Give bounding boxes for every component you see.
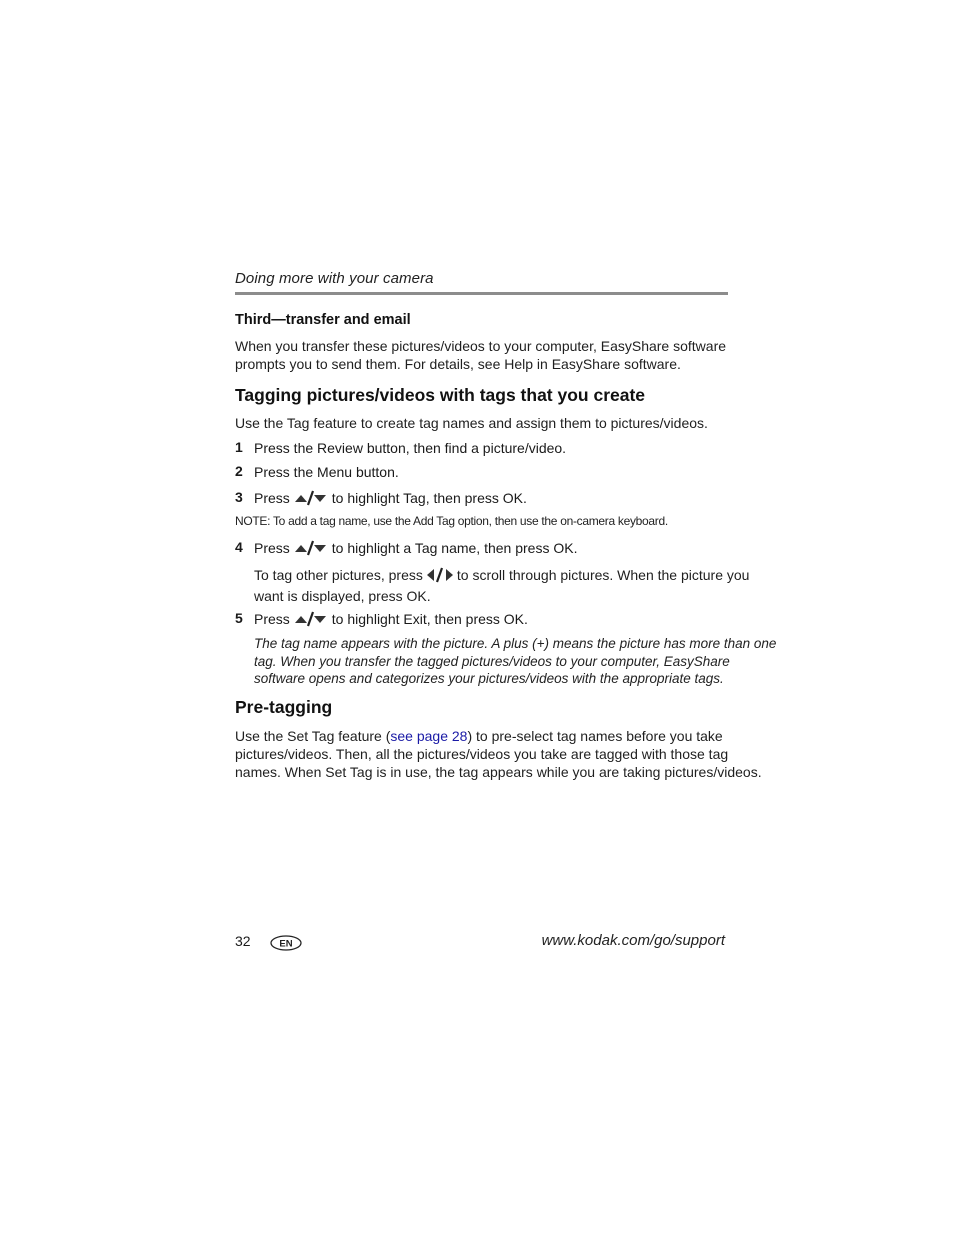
paragraph-line: pictures/videos. Then, all the pictures/videos you take are tagged with those tag	[235, 746, 729, 762]
step-number: 3	[235, 489, 243, 505]
step-text	[254, 489, 527, 510]
detail-text-after: to scroll through pictures. When the picture you	[456, 567, 750, 583]
result-line: tag. When you transfer the tagged pictures/videos to your computer, EasyShare	[254, 653, 730, 669]
step-text-after: to highlight a Tag name, then press OK.	[331, 540, 578, 556]
step-text-after: to highlight Tag, then press OK.	[331, 490, 527, 506]
paragraph-line: When you transfer these pictures/videos to your computer, EasyShare software	[235, 338, 727, 354]
step-text-before: Press	[254, 540, 290, 556]
paragraph-pretagging	[235, 727, 762, 781]
paragraph-line: prompts you to send them. For details, see Help in EasyShare software.	[235, 356, 681, 372]
heading-pretagging: Pre-tagging	[235, 697, 333, 717]
paragraph-line: names. When Set Tag is in use, the tag appears while you are taking pictures/videos.	[235, 764, 762, 780]
support-url[interactable]: www.kodak.com/go/support	[541, 932, 725, 949]
tagging-intro: Use the Tag feature to create tag names and assign them to pictures/videos.	[235, 415, 708, 431]
paragraph-line: want is displayed, press OK.	[254, 588, 431, 604]
result-line: The tag name appears with the picture. A plus (+) means the picture has more than one	[254, 636, 777, 651]
result-line: software opens and categorizes your pictures/videos with the appropriate tags.	[254, 671, 724, 686]
paragraph-line	[235, 727, 762, 745]
see-page-28-link[interactable]: see page 28	[390, 728, 468, 744]
step-2	[235, 463, 728, 483]
note: NOTE: To add a tag name, use the Add Tag option, then use the on-camera keyboard.	[235, 514, 668, 528]
step-number: 4	[235, 539, 243, 555]
step-number: 2	[235, 463, 243, 479]
text-after-link: ) to pre-select tag names before you take	[467, 728, 723, 744]
step-number: 1	[235, 439, 243, 455]
step-text	[254, 539, 577, 560]
up-down-arrow-icon	[294, 611, 328, 631]
left-right-arrow-icon	[426, 567, 454, 587]
step-1	[235, 439, 728, 459]
step-text-before: Press	[254, 611, 290, 627]
detail-text-before: To tag other pictures, press	[254, 567, 423, 583]
running-header: Doing more with your camera	[235, 270, 434, 287]
step-5	[235, 610, 728, 630]
step-text-before: Press	[254, 490, 290, 506]
subheading-third-transfer: Third—transfer and email	[235, 312, 411, 328]
step-text-after: to highlight Exit, then press OK.	[331, 611, 528, 627]
page-number: 32	[235, 933, 251, 949]
language-badge	[270, 935, 302, 956]
paragraph-line	[254, 566, 749, 587]
text-before-link: Use the Set Tag feature (	[235, 728, 391, 744]
step-4	[235, 539, 728, 559]
paragraph-transfer	[235, 337, 726, 373]
step-text: Press the Review button, then find a picture/video.	[254, 440, 567, 456]
step-5-result	[254, 635, 776, 688]
heading-tagging: Tagging pictures/videos with tags that you create	[235, 385, 646, 405]
up-down-arrow-icon	[294, 490, 328, 510]
step-number: 5	[235, 610, 243, 626]
step-3	[235, 489, 728, 509]
step-text: Press the Menu button.	[254, 464, 399, 480]
step-4-detail	[254, 566, 749, 605]
header-rule	[235, 292, 728, 295]
up-down-arrow-icon	[294, 540, 328, 560]
step-text	[254, 610, 528, 631]
language-badge-text: EN	[279, 938, 293, 950]
page-footer	[235, 930, 728, 954]
